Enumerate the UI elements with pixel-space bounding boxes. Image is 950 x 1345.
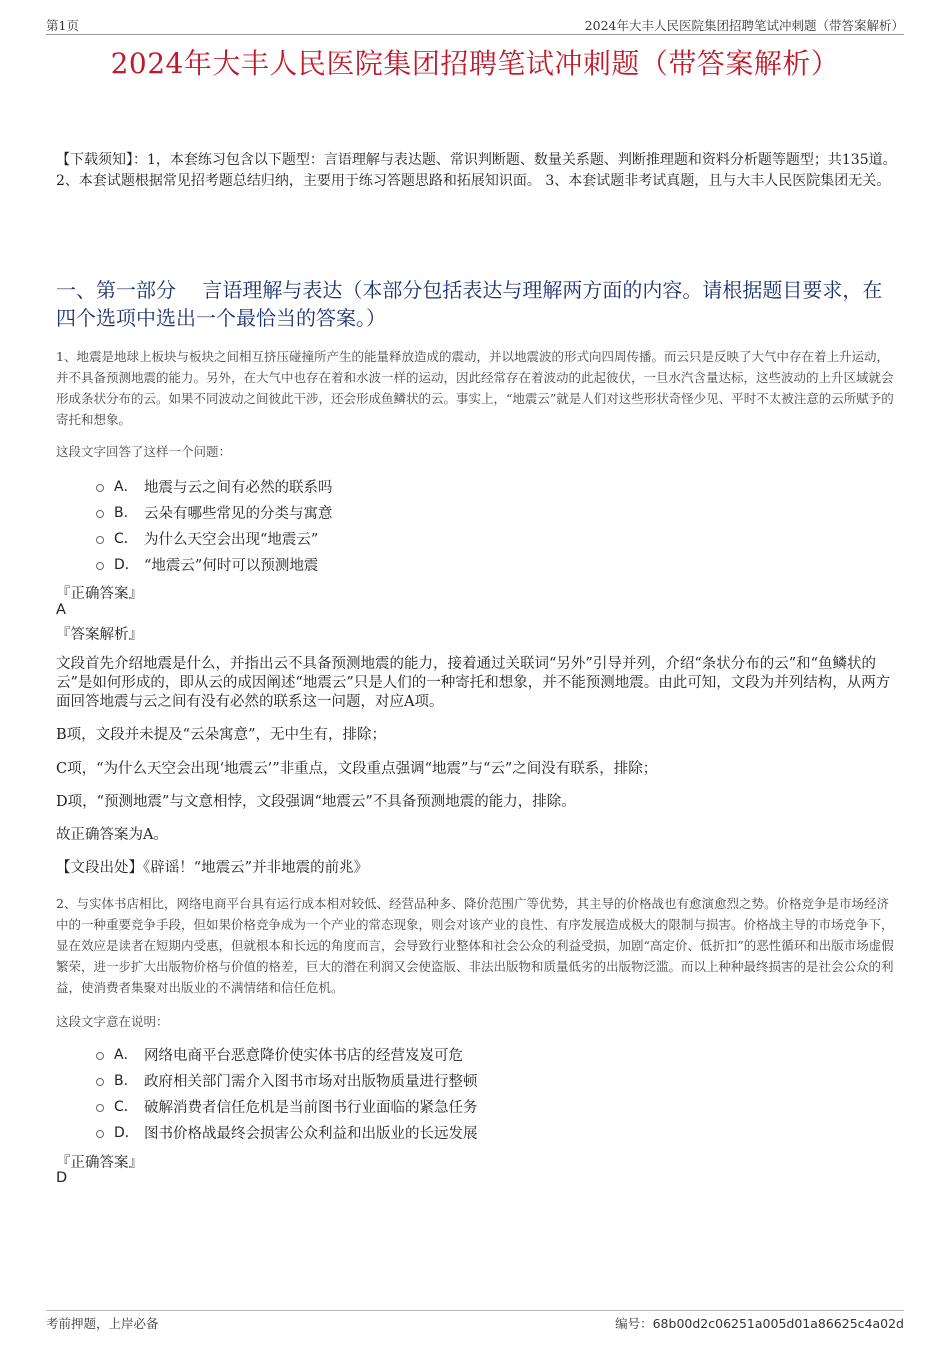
- page-number: 第1页: [46, 18, 79, 33]
- footer-slogan: 考前押题，上岸必备: [46, 1316, 159, 1331]
- question-1-analysis-d: D项，“预测地震”与文意相悖，文段强调“地震云”不具备预测地震的能力，排除。: [56, 794, 576, 810]
- question-1-passage: 1、地震是地球上板块与板块之间相互挤压碰撞所产生的能量释放造成的震动，并以地震波的形式向四周传播。而云只是反映了大气中存在着上升运动，并不具备预测地震的能力。另外，在大气中也存在着和水波一样的运动，因此经常存在着波动的此起彼伏，一旦水汽含量达标，这些波动的上升区域就会形成条状分布的云。如果不同波动之间彼此干涉，还会形成鱼鳞状的云。事实上，“地震云”就是人们对这些形状奇怪少见、平时不太被注意的云所赋予的寄托和想象。: [56, 349, 894, 427]
- question-2-option-d[interactable]: D． 图书价格战最终会损害公众利益和出版业的长远发展: [96, 1119, 478, 1145]
- question-1-option-b[interactable]: B． 云朵有哪些常见的分类与寓意: [96, 499, 333, 525]
- radio-icon[interactable]: [96, 1052, 104, 1060]
- radio-icon[interactable]: [96, 1104, 104, 1112]
- question-1-conclusion: 故正确答案为A。: [56, 827, 168, 843]
- question-2-option-a[interactable]: A． 网络电商平台恶意降价使实体书店的经营岌岌可危: [96, 1041, 478, 1067]
- radio-icon[interactable]: [96, 536, 104, 544]
- question-1-answer: A: [56, 602, 66, 618]
- radio-icon[interactable]: [96, 510, 104, 518]
- footer-divider: [46, 1310, 904, 1311]
- question-1-answer-label: 『正确答案』: [56, 586, 143, 602]
- section-title: 一、第一部分 言语理解与表达（本部分包括表达与理解两方面的内容。请根据题目要求，在四个选项中选出一个最恰当的答案。）: [56, 278, 883, 330]
- question-1-prompt: 这段文字回答了这样一个问题：: [56, 444, 232, 459]
- question-1-source: 【文段出处】《辟谣！“地震云”并非地震的前兆》: [56, 860, 369, 876]
- document-title: 2024年大丰人民医院集团招聘笔试冲刺题（带答案解析）: [110, 47, 840, 80]
- question-1-options: [96, 473, 333, 577]
- page-header: [46, 14, 904, 35]
- question-1-analysis-b: B项，文段并未提及“云朵寓意”，无中生有，排除；: [56, 727, 386, 743]
- question-1-option-d[interactable]: D． “地震云”何时可以预测地震: [96, 551, 333, 577]
- question-2-answer: D: [56, 1170, 68, 1186]
- footer-code: [615, 1314, 904, 1332]
- question-1-analysis-main: 文段首先介绍地震是什么，并指出云不具备预测地震的能力，接着通过关联词“另外”引导并列，介绍“条状分布的云”和“鱼鳞状的云”是如何形成的，即从云的成因阐述“地震云”只是人们的一种寄托和想象，并不能预测地震。由此可知，文段为并列结构，从两方面回答地震与云之间有没有必然的联系这一问题，对应A项。: [56, 656, 891, 710]
- question-1-analysis-c: C项，“为什么天空会出现‘地震云’”非重点，文段重点强调“地震”与“云”之间没有联系，排除；: [56, 761, 658, 777]
- question-2-option-c[interactable]: C． 破解消费者信任危机是当前图书行业面临的紧急任务: [96, 1093, 478, 1119]
- download-notice: 【下载须知】：1，本套练习包含以下题型：言语理解与表达题、常识判断题、数量关系题、判断推理题和资料分析题等题型；共135道。 2、本套试题根据常见招考题总结归纳，主要用于练习答题思路和拓展知识面。 3、本套试题非考试真题，且与大丰人民医院集团无关。: [56, 152, 897, 189]
- question-2-passage: 2、与实体书店相比，网络电商平台具有运行成本相对较低、经营品种多、降价范围广等优势，其主导的价格战也有愈演愈烈之势。价格竞争是市场经济中的一种重要竞争手段，但如果价格竞争成为一个产业的常态现象，则会对该产业的良性、有序发展造成极大的限制与损害。价格战主导的市场竞争下，显在效应是读者在短期内受惠，但就根本和长远的角度而言，会导致行业整体和社会公众的利益受损，加剧“高定价、低折扣”的恶性循环和出版市场虚假繁荣，进一步扩大出版物价格与价值的格差，巨大的潜在利润又会使盗版、非法出版物和质量低劣的出版物泛滥。而以上种种最终损害的是社会公众的利益，使消费者集聚对出版业的不满情绪和信任危机。: [56, 896, 894, 995]
- footer-code-value: 68b00d2c06251a005d01a86625c4a02d: [652, 1316, 904, 1331]
- radio-icon[interactable]: [96, 484, 104, 492]
- question-2-prompt: 这段文字意在说明：: [56, 1014, 169, 1029]
- question-2-option-b[interactable]: B． 政府相关部门需介入图书市场对出版物质量进行整顿: [96, 1067, 478, 1093]
- radio-icon[interactable]: [96, 1078, 104, 1086]
- header-doc-title: 2024年大丰人民医院集团招聘笔试冲刺题（带答案解析）: [584, 18, 904, 33]
- question-2-options: [96, 1041, 478, 1145]
- footer-code-label: 编号：: [615, 1316, 653, 1331]
- question-1-option-a[interactable]: A． 地震与云之间有必然的联系吗: [96, 473, 333, 499]
- question-1-option-c[interactable]: C． 为什么天空会出现“地震云”: [96, 525, 333, 551]
- radio-icon[interactable]: [96, 1130, 104, 1138]
- question-1-analysis-label: 『答案解析』: [56, 627, 143, 643]
- radio-icon[interactable]: [96, 562, 104, 570]
- question-2-answer-label: 『正确答案』: [56, 1155, 143, 1171]
